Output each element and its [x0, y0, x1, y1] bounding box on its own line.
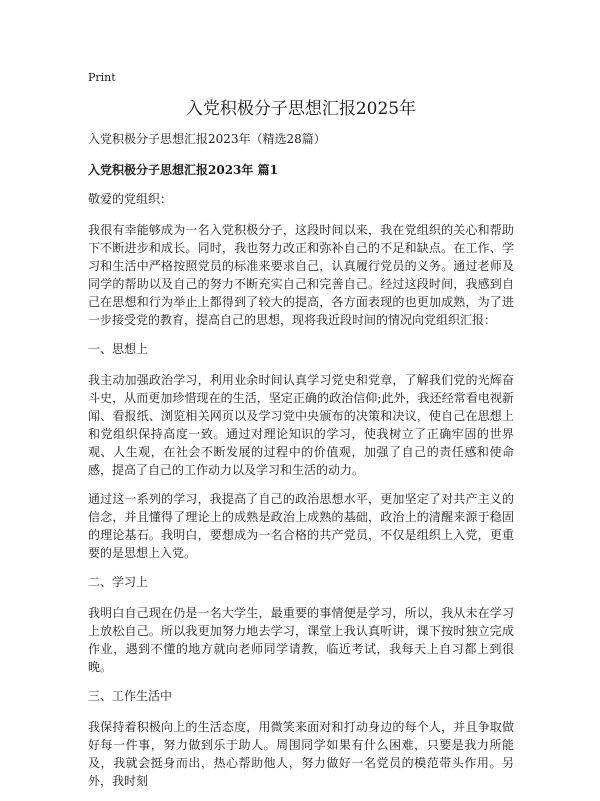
- body-paragraph: 我保持着积极向上的生活态度，用微笑来面对和打动身边的每个人，并且争取做好每一件事，努力做到乐于助人。周围同学如果有什么困难，只要是我力所能及，我就会挺身而出，热心帮助他人，努力做好一名党员的模范带头作用。另外，我时刻: [88, 720, 514, 788]
- subheading-work-life: 三、工作生活中: [88, 689, 173, 703]
- salutation: 敬爱的党组织：: [88, 192, 173, 206]
- body-paragraph: 我主动加强政治学习，利用业余时间认真学习党史和党章，了解我们党的光辉奋斗史，从而更加珍惜现在的生活，坚定正确的政治信仰;此外，我还经常看电视新闻、看报纸、浏览相关网页以及学习党中央颁布的决策和决议，使自己在思想上和党组织保持高度一致。通过对理论知识的学习，使我树立了正确牢固的世界观、人生观，在社会不断发展的过程中的价值观，加强了自己的责任感和使命感，提高了自己的工作动力以及学习和生活的动力。: [88, 373, 514, 477]
- print-label: Print: [88, 71, 116, 84]
- body-paragraph: 我很有幸能够成为一名入党积极分子，这段时间以来，我在党组织的关心和帮助下不断进步和成长。同时，我也努力改正和弥补自己的不足和缺点。在工作、学习和生活中严格按照党员的标准来要求自己，认真履行党员的义务。通过老师及同学的帮助以及自己的努力不断充实自己和完善自己。经过这段时间，我感到自己在思想和行为举止上都得到了较大的提高，各方面表现的也更加成熟，为了进一步接受党的教育，提高自己的思想，现将我近段时间的情况向党组织汇报：: [88, 223, 514, 327]
- document-title: 入党积极分子思想汇报2025年: [185, 99, 417, 119]
- document-subtitle: 入党积极分子思想汇报2023年（精选28篇）: [88, 132, 326, 146]
- body-paragraph: 通过这一系列的学习，我提高了自己的政治思想水平，更加坚定了对共产主义的信念，并且懂得了理论上的成熟是政治上成熟的基础，政治上的清醒来源于稳固的理论基石。我明白，要想成为一名合格的共产党员，不仅是组织上入党，更重要的是思想上入党。: [88, 492, 514, 560]
- body-paragraph: 我明白自己现在仍是一名大学生，最重要的事情便是学习，所以，我从未在学习上放松自己。所以我更加努力地去学习，课堂上我认真听讲，课下按时独立完成作业，遇到不懂的地方就向老师同学请教，临近考试，我每天上自习都上到很晚。: [88, 606, 514, 674]
- subheading-thought: 一、思想上: [88, 342, 149, 356]
- subheading-study: 二、学习上: [88, 575, 149, 589]
- document-body: [88, 190, 514, 801]
- section-heading: 入党积极分子思想汇报2023年 篇1: [88, 163, 278, 177]
